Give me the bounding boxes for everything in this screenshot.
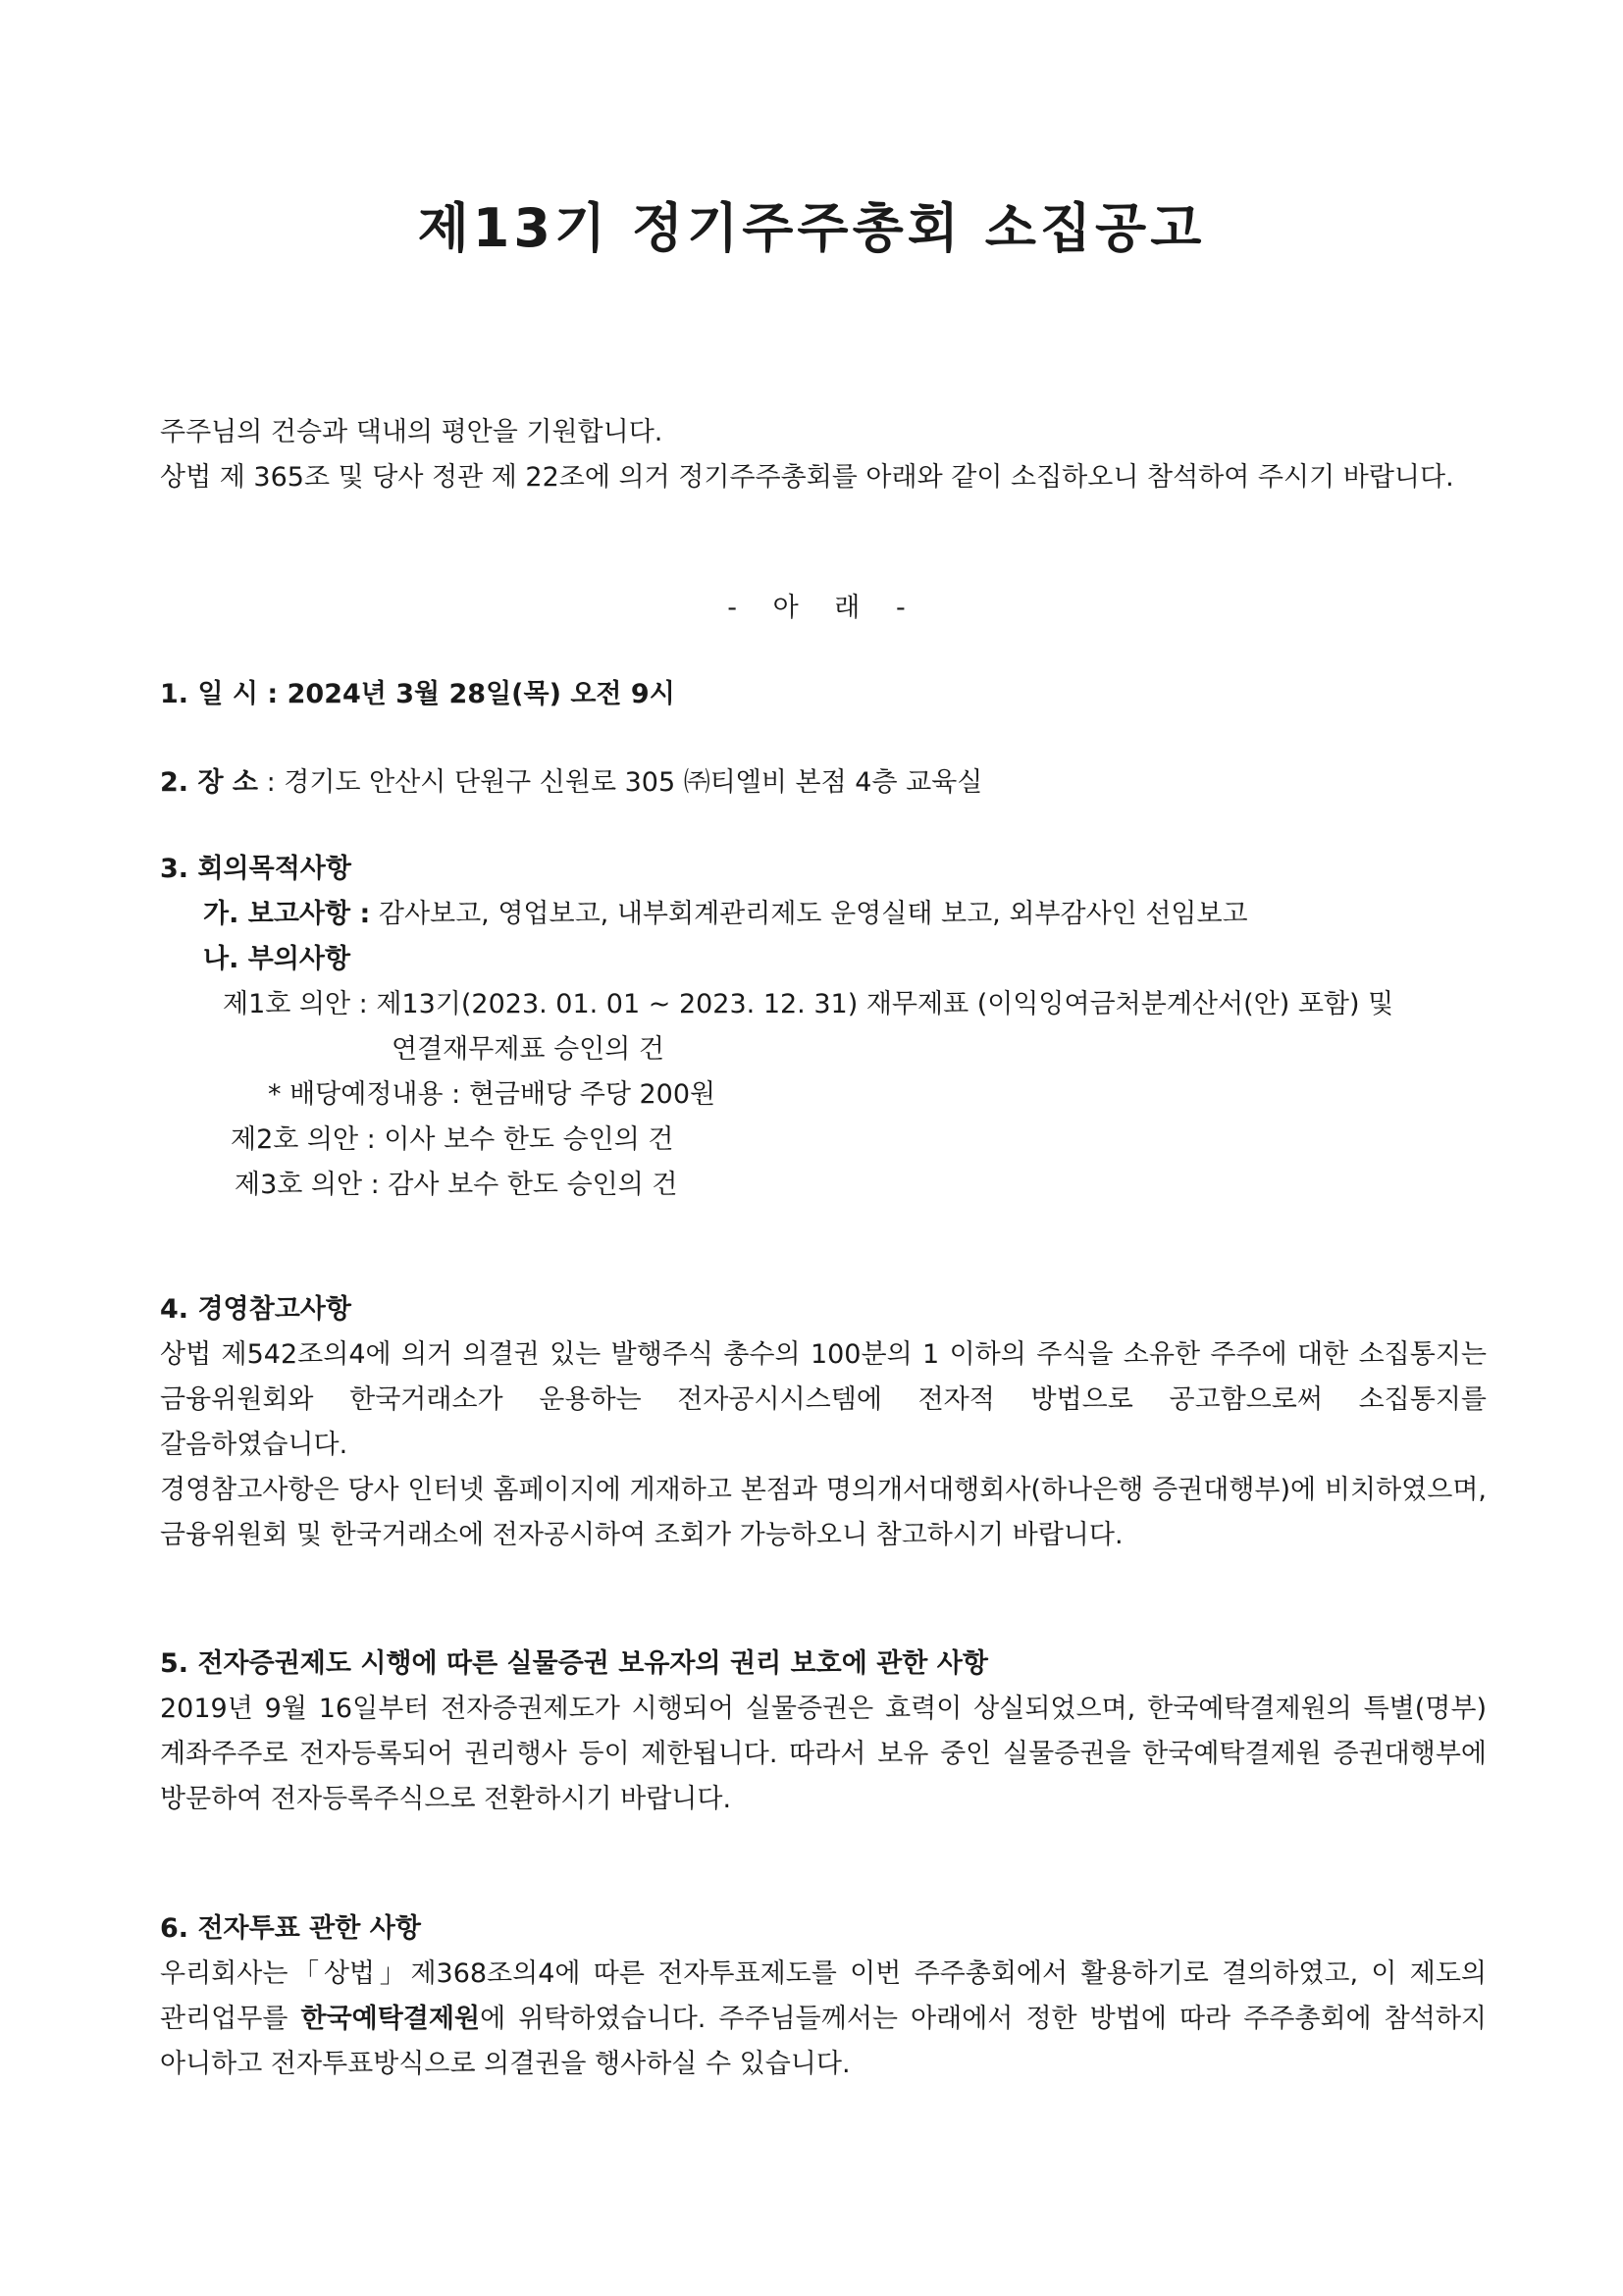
securities-heading: 5. 전자증권제도 시행에 따른 실물증권 보유자의 권리 보호에 관한 사항 xyxy=(160,1648,988,1679)
item-electronic-voting xyxy=(160,1906,1487,2087)
item-location xyxy=(160,760,1487,806)
voting-paragraph xyxy=(160,1952,1487,2087)
management-paragraph-2: 경영참고사항은 당사 인터넷 홈페이지에 게재하고 본점과 명의개서대행회사(하나은행 증권대행부)에 비치하였으며, 금융위원회 및 한국거래소에 전자공시하여 조회가 가능하오니 참고하시기 바랍니다. xyxy=(160,1475,1487,1550)
item-datetime xyxy=(160,672,1487,717)
location-label: 2. 장 소 xyxy=(160,767,259,798)
management-paragraph-1: 상법 제542조의4에 의거 의결권 있는 발행주식 총수의 100분의 1 이하의 주식을 소유한 주주에 대한 소집통지는 금융위원회와 한국거래소가 운용하는 전자공시시스템에 전자적 방법으로 공고함으로써 소집통지를 갈음하였습니다. xyxy=(160,1339,1487,1460)
greeting-section xyxy=(160,410,1487,500)
securities-paragraph: 2019년 9월 16일부터 전자증권제도가 시행되어 실물증권은 효력이 상실되었으며, 한국예탁결제원의 특별(명부)계좌주주로 전자등록되어 권리행사 등이 제한됩니다. 따라서 보유 중인 실물증권을 한국예탁결제원 증권대행부에 방문하여 전자등록주식으로 전환하시기 바랍니다. xyxy=(160,1694,1487,1814)
voting-text-2: 에 위탁하였습니다. 주주님들께서는 아래에서 정한 방법에 따라 주주총회에 참석하지 아니하고 전자투표방식으로 의결권을 행사하실 수 있습니다. xyxy=(160,2004,1487,2079)
convocation-paragraph: 상법 제 365조 및 당사 정관 제 22조에 의거 정기주주총회를 아래와 같이 소집하오니 참석하여 주시기 바랍니다. xyxy=(160,462,1454,493)
location-value: : 경기도 안산시 단원구 신원로 305 ㈜티엘비 본점 4층 교육실 xyxy=(266,767,983,798)
item-agenda xyxy=(160,847,1487,1208)
dividend-note: * 배당예정내용 : 현금배당 주당 200원 xyxy=(268,1079,716,1110)
voting-text-1: 우리회사는「상법」제368조의4에 따른 전자투표제도를 이번 주주총회에서 활용하기로 결의하였고, 이 제도의 관리업무를 xyxy=(160,1958,1487,2034)
agenda-heading: 3. 회의목적사항 xyxy=(160,854,351,884)
agenda-item-1: 제1호 의안 : 제13기(2023. 01. 01 ~ 2023. 12. 31) 재무제표 (이익잉여금처분계산서(안) 포함) 및 xyxy=(223,989,1394,1019)
voting-heading: 6. 전자투표 관한 사항 xyxy=(160,1913,421,1944)
separator-text: - 아 래 - xyxy=(727,593,919,623)
datetime-value: 2024년 3월 28일(목) 오전 9시 xyxy=(287,679,675,709)
page-title: 제13기 정기주주총회 소집공고 xyxy=(417,197,1206,259)
report-label: 가. 보고사항 : xyxy=(203,899,371,929)
management-heading: 4. 경영참고사항 xyxy=(160,1294,351,1325)
item-electronic-securities xyxy=(160,1642,1487,1822)
datetime-label: 1. 일 시 : xyxy=(160,679,279,709)
item-management-reference xyxy=(160,1287,1487,1558)
greeting-line: 주주님의 건승과 댁내의 평안을 기원합니다. xyxy=(160,417,663,447)
agenda-item-3: 제3호 의안 : 감사 보수 한도 승인의 건 xyxy=(235,1170,678,1200)
resolution-label: 나. 부의사항 xyxy=(203,944,351,974)
agenda-item-1-cont: 연결재무제표 승인의 건 xyxy=(392,1034,664,1065)
agenda-item-2: 제2호 의안 : 이사 보수 한도 승인의 건 xyxy=(231,1124,674,1155)
voting-agency: 한국예탁결제원 xyxy=(300,2004,481,2034)
report-value: 감사보고, 영업보고, 내부회계관리제도 운영실태 보고, 외부감사인 선임보고 xyxy=(378,899,1248,929)
separator-section xyxy=(160,586,1487,631)
